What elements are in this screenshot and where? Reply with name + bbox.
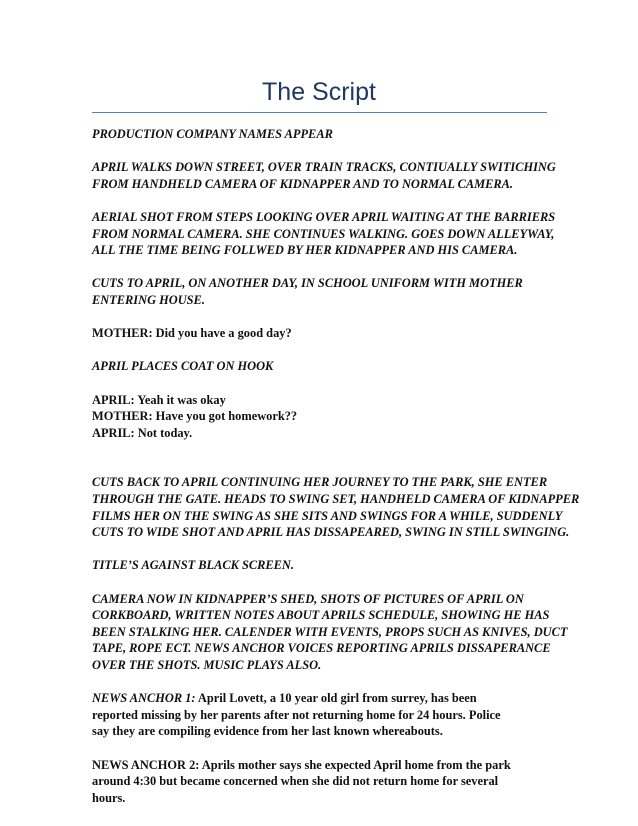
text-line: hours. [92, 790, 126, 805]
text-line: OVER THE SHOTS. MUSIC PLAYS ALSO. [92, 658, 322, 672]
text-line: MOTHER: Did you have a good day? [92, 326, 292, 341]
text-line: APRIL: Not today. [92, 425, 193, 440]
script-body [92, 126, 580, 823]
text-line: CUTS TO APRIL, ON ANOTHER DAY, IN SCHOOL UNIFORM WITH MOTHER [92, 276, 523, 291]
title-underline [92, 112, 547, 113]
page-title: The Script [262, 78, 376, 106]
text-line: MOTHER: Have you got homework?? [92, 409, 298, 424]
text-line: CORKBOARD, WRITTEN NOTES ABOUT APRILS SCHEDULE, SHOWING HE HAS [92, 608, 550, 623]
text-line: AERIAL SHOT FROM STEPS LOOKING OVER APRIL WAITING AT THE BARRIERS [92, 209, 556, 224]
dialogue-paragraph [92, 690, 552, 740]
text-line: reported missing by her parents after not returning home for 24 hours. Police [92, 707, 501, 722]
direction-paragraph [92, 126, 552, 143]
direction-paragraph [92, 474, 580, 540]
text-line: TAPE, ROPE ECT. NEWS ANCHOR VOICES REPORTING APRILS DISSAPERANCE [92, 641, 551, 656]
text-line: APRIL PLACES COAT ON HOOK [92, 359, 274, 374]
text-line: PRODUCTION COMPANY NAMES APPEAR [92, 127, 333, 141]
text-line: FROM HANDHELD CAMERA OF KIDNAPPER AND TO NORMAL CAMERA. [92, 176, 514, 191]
text-line: APRIL: Yeah it was okay [92, 392, 226, 407]
direction-paragraph [92, 591, 568, 674]
direction-paragraph [92, 557, 552, 574]
direction-paragraph [92, 275, 552, 308]
text-line: CUTS TO WIDE SHOT AND APRIL HAS DISSAPEARED, SWING IN STILL SWINGING. [92, 525, 570, 540]
text-line: THROUGH THE GATE. HEADS TO SWING SET, HANDHELD CAMERA OF KIDNAPPER [92, 492, 580, 507]
text-line: say they are compiling evidence from her last known whereabouts. [92, 724, 443, 739]
text-line: NEWS ANCHOR 2: Aprils mother says she expected April home from the park [92, 757, 511, 772]
blank-line [92, 458, 552, 475]
text-line: CUTS BACK TO APRIL CONTINUING HER JOURNEY TO THE PARK, SHE ENTER [92, 475, 548, 490]
direction-paragraph [92, 209, 556, 259]
dialogue-paragraph [92, 392, 552, 442]
speaker-label: NEWS ANCHOR 1: [92, 691, 196, 706]
text-line: around 4:30 but became concerned when she did not return home for several [92, 774, 499, 789]
dialogue-paragraph [92, 325, 552, 342]
text-line: CAMERA NOW IN KIDNAPPER’S SHED, SHOTS OF PICTURES OF APRIL ON [92, 591, 524, 606]
text-line: BEEN STALKING HER. CALENDER WITH EVENTS, PROPS SUCH AS KNIVES, DUCT [92, 624, 568, 639]
text-line: TITLE’S AGAINST BLACK SCREEN. [92, 558, 294, 573]
text-line: APRIL WALKS DOWN STREET, OVER TRAIN TRACKS, CONTIUALLY SWITICHING [92, 160, 556, 175]
text-line: ENTERING HOUSE. [92, 292, 205, 307]
speech-text: April Lovett, a 10 year old girl from surrey, has been [195, 691, 477, 706]
text-line [92, 690, 552, 707]
direction-paragraph [92, 358, 552, 375]
text-line: ALL THE TIME BEING FOLLWED BY HER KIDNAPPER AND HIS CAMERA. [92, 243, 518, 258]
dialogue-paragraph [92, 757, 552, 807]
text-line: FILMS HER ON THE SWING AS SHE SITS AND SWINGS FOR A WHILE, SUDDENLY [92, 508, 563, 523]
direction-paragraph [92, 159, 556, 192]
text-line: FROM NORMAL CAMERA. SHE CONTINUES WALKING. GOES DOWN ALLEYWAY, [92, 226, 555, 241]
